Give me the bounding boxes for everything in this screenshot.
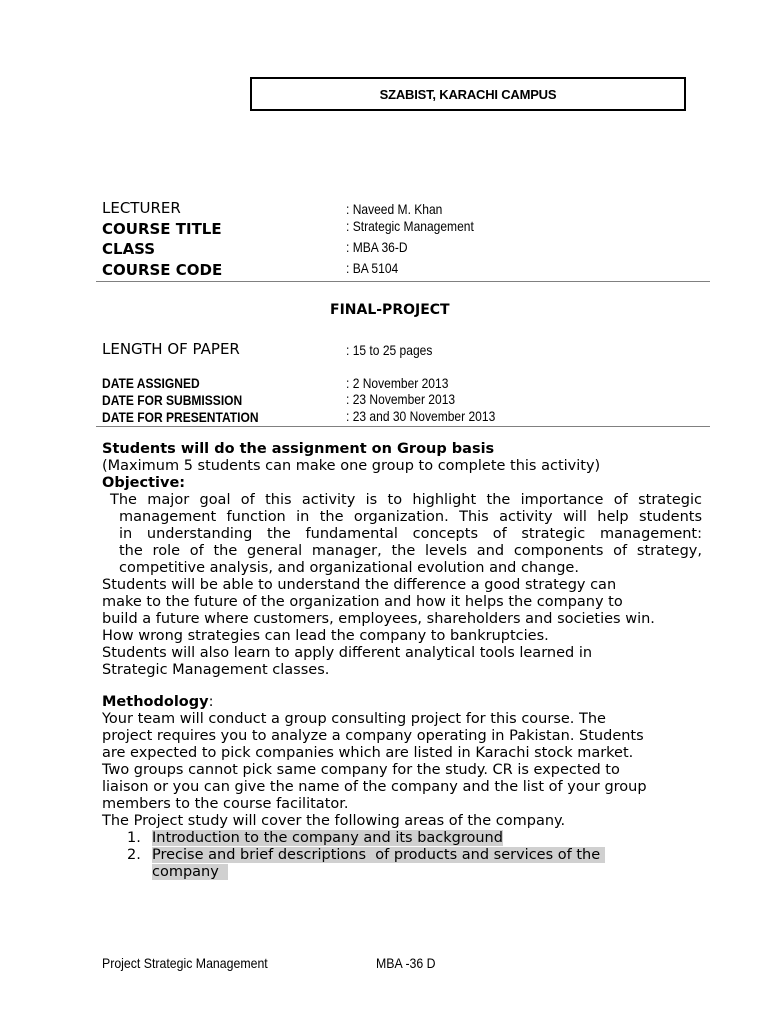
course-title-value: : Strategic Management	[346, 218, 474, 234]
course-title-label: COURSE TITLE	[102, 220, 222, 238]
footer-right: MBA -36 D	[376, 955, 436, 971]
list-item	[152, 830, 503, 847]
final-project-title: FINAL-PROJECT	[330, 302, 450, 318]
group-note: (Maximum 5 students can make one group to complete this activity)	[102, 458, 601, 474]
methodology-line: Two groups cannot pick same company for the study. CR is expected to	[102, 762, 620, 778]
list-item-number: 2.	[127, 847, 141, 863]
class-label: CLASS	[102, 240, 156, 258]
objective-para-line: build a future where customers, employees, shareholders and societies win.	[102, 611, 655, 627]
methodology-line: are expected to pick companies which are listed in Karachi stock market.	[102, 745, 634, 761]
campus-title: SZABIST, KARACHI CAMPUS	[379, 86, 557, 102]
methodology-line: liaison or you can give the name of the company and the list of your group	[102, 779, 647, 795]
list-item-text: company	[152, 864, 229, 880]
methodology-line: project requires you to analyze a company operating in Pakistan. Students	[102, 728, 644, 744]
date-assigned-value: : 2 November 2013	[346, 375, 449, 391]
course-code-value: : BA 5104	[346, 260, 399, 276]
date-submission-value: : 23 November 2013	[346, 391, 456, 407]
list-item-continuation	[152, 864, 228, 881]
objective-line: management function in the organization. This activity will help students	[119, 509, 702, 525]
methodology-heading	[102, 694, 213, 711]
date-assigned-label: DATE ASSIGNED	[102, 375, 200, 391]
length-value: : 15 to 25 pages	[346, 342, 433, 358]
group-heading: Students will do the assignment on Group basis	[102, 441, 495, 457]
objective-heading: Objective:	[102, 475, 186, 491]
objective-line: the role of the general manager, the levels and components of strategy,	[119, 543, 702, 559]
methodology-line: The Project study will cover the following areas of the company.	[102, 813, 566, 829]
objective-para-line: How wrong strategies can lead the company to bankruptcies.	[102, 628, 549, 644]
list-item-number: 1.	[127, 830, 141, 846]
campus-header-box	[250, 77, 686, 111]
objective-line: in understanding the fundamental concepts of strategic management:	[119, 526, 702, 542]
methodology-line: members to the course facilitator.	[102, 796, 349, 812]
footer-left: Project Strategic Management	[102, 955, 268, 971]
lecturer-label: LECTURER	[102, 199, 181, 217]
date-presentation-label: DATE FOR PRESENTATION	[102, 409, 259, 425]
info-divider	[96, 281, 710, 282]
objective-line: competitive analysis, and organizational evolution and change.	[119, 560, 579, 576]
methodology-heading-text: Methodology	[102, 694, 209, 710]
methodology-colon: :	[208, 694, 214, 710]
objective-para-line: Strategic Management classes.	[102, 662, 330, 678]
date-presentation-value: : 23 and 30 November 2013	[346, 408, 496, 424]
objective-para-line: Students will also learn to apply different analytical tools learned in	[102, 645, 593, 661]
course-code-label: COURSE CODE	[102, 261, 223, 279]
lecturer-value: : Naveed M. Khan	[346, 201, 443, 217]
methodology-line: Your team will conduct a group consulting project for this course. The	[102, 711, 606, 727]
class-value: : MBA 36-D	[346, 239, 408, 255]
length-label: LENGTH OF PAPER	[102, 340, 240, 358]
list-item-text: Introduction to the company and its background	[152, 830, 503, 846]
objective-para-line: make to the future of the organization and how it helps the company to	[102, 594, 623, 610]
objective-para-line: Students will be able to understand the difference a good strategy can	[102, 577, 617, 593]
list-item-text: Precise and brief descriptions of products and services of the	[152, 847, 605, 863]
list-item	[152, 847, 605, 864]
objective-line: The major goal of this activity is to highlight the importance of strategic	[110, 492, 702, 508]
date-submission-label: DATE FOR SUBMISSION	[102, 392, 243, 408]
dates-divider	[96, 426, 710, 427]
